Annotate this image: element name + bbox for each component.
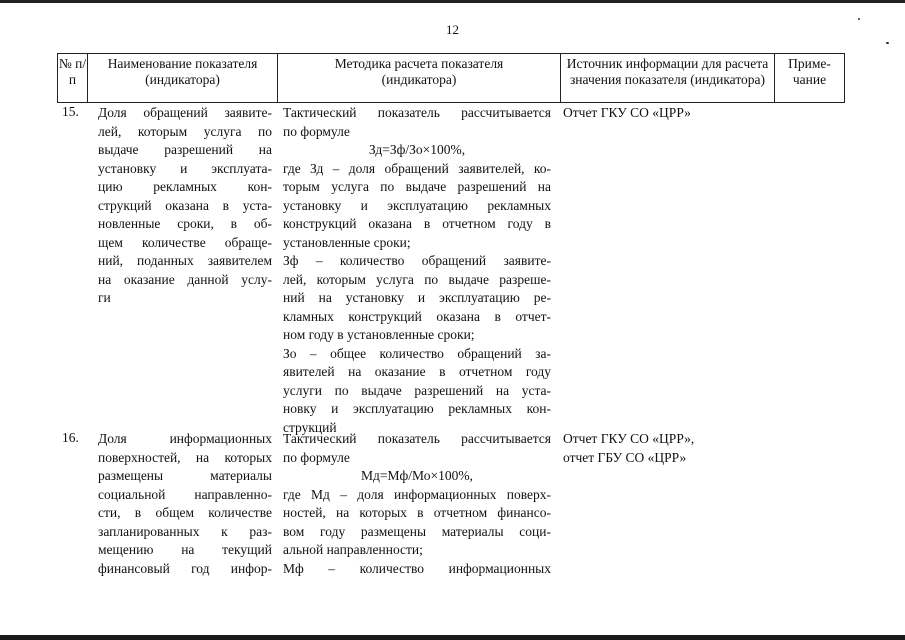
row-15-number: 15. [62, 104, 79, 119]
header-name [87, 54, 277, 102]
text-line: струкций оказана в уста- [98, 197, 272, 213]
header-source [560, 54, 774, 102]
row-16-number: 16. [62, 430, 79, 445]
text-line: выдаче разрешений на [98, 142, 272, 157]
text-line: вом году размещены материалы соци- [283, 523, 551, 539]
text-line: Отчет ГКУ СО «ЦРР» [563, 105, 691, 120]
text-line: запланированных к раз- [98, 523, 272, 539]
text-line: отчет ГБУ СО «ЦРР» [563, 449, 687, 465]
text-line: на оказание данной услу- [98, 271, 272, 287]
text-line: альной направленности; [283, 542, 423, 557]
text-line: струкций [283, 419, 337, 435]
text-line: Зо – общее количество обращений за- [283, 345, 551, 361]
scan-speck [858, 18, 860, 20]
row-16-method [283, 430, 551, 578]
text-line: по формуле [283, 449, 350, 465]
text-line: щем количестве обраще- [98, 234, 272, 250]
header-num-text: № п/п [58, 56, 87, 87]
header-method [277, 54, 560, 102]
text-line: новленные сроки, в об- [98, 216, 272, 231]
text-line: кламных конструкций оказана в отчет- [283, 308, 551, 324]
text-line: цию рекламных кон- [98, 179, 272, 194]
formula: Зд=Зф/Зо×100%, [368, 142, 466, 157]
header-name-text: Наименование показателя (индикатора) [107, 56, 258, 87]
text-line: финансовый год инфор- [98, 560, 272, 576]
row-15-source [563, 104, 768, 123]
text-line: Мф – количество информационных [283, 560, 551, 576]
text-line: размещены материалы [98, 468, 272, 483]
text-line: ном году в установленные сроки; [283, 327, 475, 342]
row-15-name [98, 104, 272, 308]
header-source-text: Источник информации для расчета значения показателя (индикатора) [566, 56, 769, 87]
text-line: где Мд – доля информационных поверх- [283, 486, 551, 502]
text-line: ностей, на которых в отчетном финансо- [283, 505, 551, 520]
text-line: конструкций оказана в отчетном году в [283, 216, 551, 231]
text-line: Доля информационных [98, 431, 272, 446]
text-line: ги [98, 290, 111, 305]
text-line: торым услуга по выдаче разрешений на [283, 179, 551, 194]
scan-edge-bottom [0, 635, 905, 640]
page-number: 12 [446, 22, 459, 37]
text-line: сти, в общем количестве [98, 505, 272, 520]
scan-edge-top [0, 0, 905, 3]
table-header [57, 53, 845, 103]
text-line: ний, поданных заявителем [98, 253, 272, 268]
header-method-text: Методика расчета показателя (индикатора) [334, 56, 504, 87]
row-16-name [98, 430, 272, 578]
header-num [57, 54, 87, 102]
text-line: социальной направленно- [98, 486, 272, 502]
header-note-text: Приме-чание [788, 56, 831, 87]
text-line: установку и эксплуата- [98, 160, 272, 176]
text-line: Зф – количество обращений заявите- [283, 253, 551, 268]
row-15-method [283, 104, 551, 437]
text-line: мещению на текущий [98, 542, 272, 557]
text-line: Отчет ГКУ СО «ЦРР», [563, 431, 695, 446]
text-line: установку и эксплуатацию рекламных [283, 197, 551, 213]
text-line: услуги по выдаче разрешений на уста- [283, 382, 551, 398]
text-line: лей, которым услуга по выдаче разреше- [283, 271, 551, 287]
text-line: Доля обращений заявите- [98, 105, 272, 120]
text-line: где Зд – доля обращений заявителей, ко- [283, 160, 551, 176]
text-line: ний на установку и эксплуатацию ре- [283, 290, 551, 305]
text-line: явителей на оказание в отчетном году [283, 364, 551, 379]
header-note [774, 54, 845, 102]
row-16-source [563, 430, 768, 467]
text-line: поверхностей, на которых [98, 449, 272, 465]
text-line: Тактический показатель рассчитывается [283, 105, 551, 120]
text-line: Тактический показатель рассчитывается [283, 431, 551, 446]
text-line: по формуле [283, 123, 350, 139]
scan-speck [886, 42, 889, 44]
text-line: новку и эксплуатацию рекламных кон- [283, 401, 551, 416]
text-line: установленные сроки; [283, 234, 411, 250]
formula: Мд=Мф/Мо×100%, [361, 468, 473, 483]
text-line: лей, которым услуга по [98, 123, 272, 139]
